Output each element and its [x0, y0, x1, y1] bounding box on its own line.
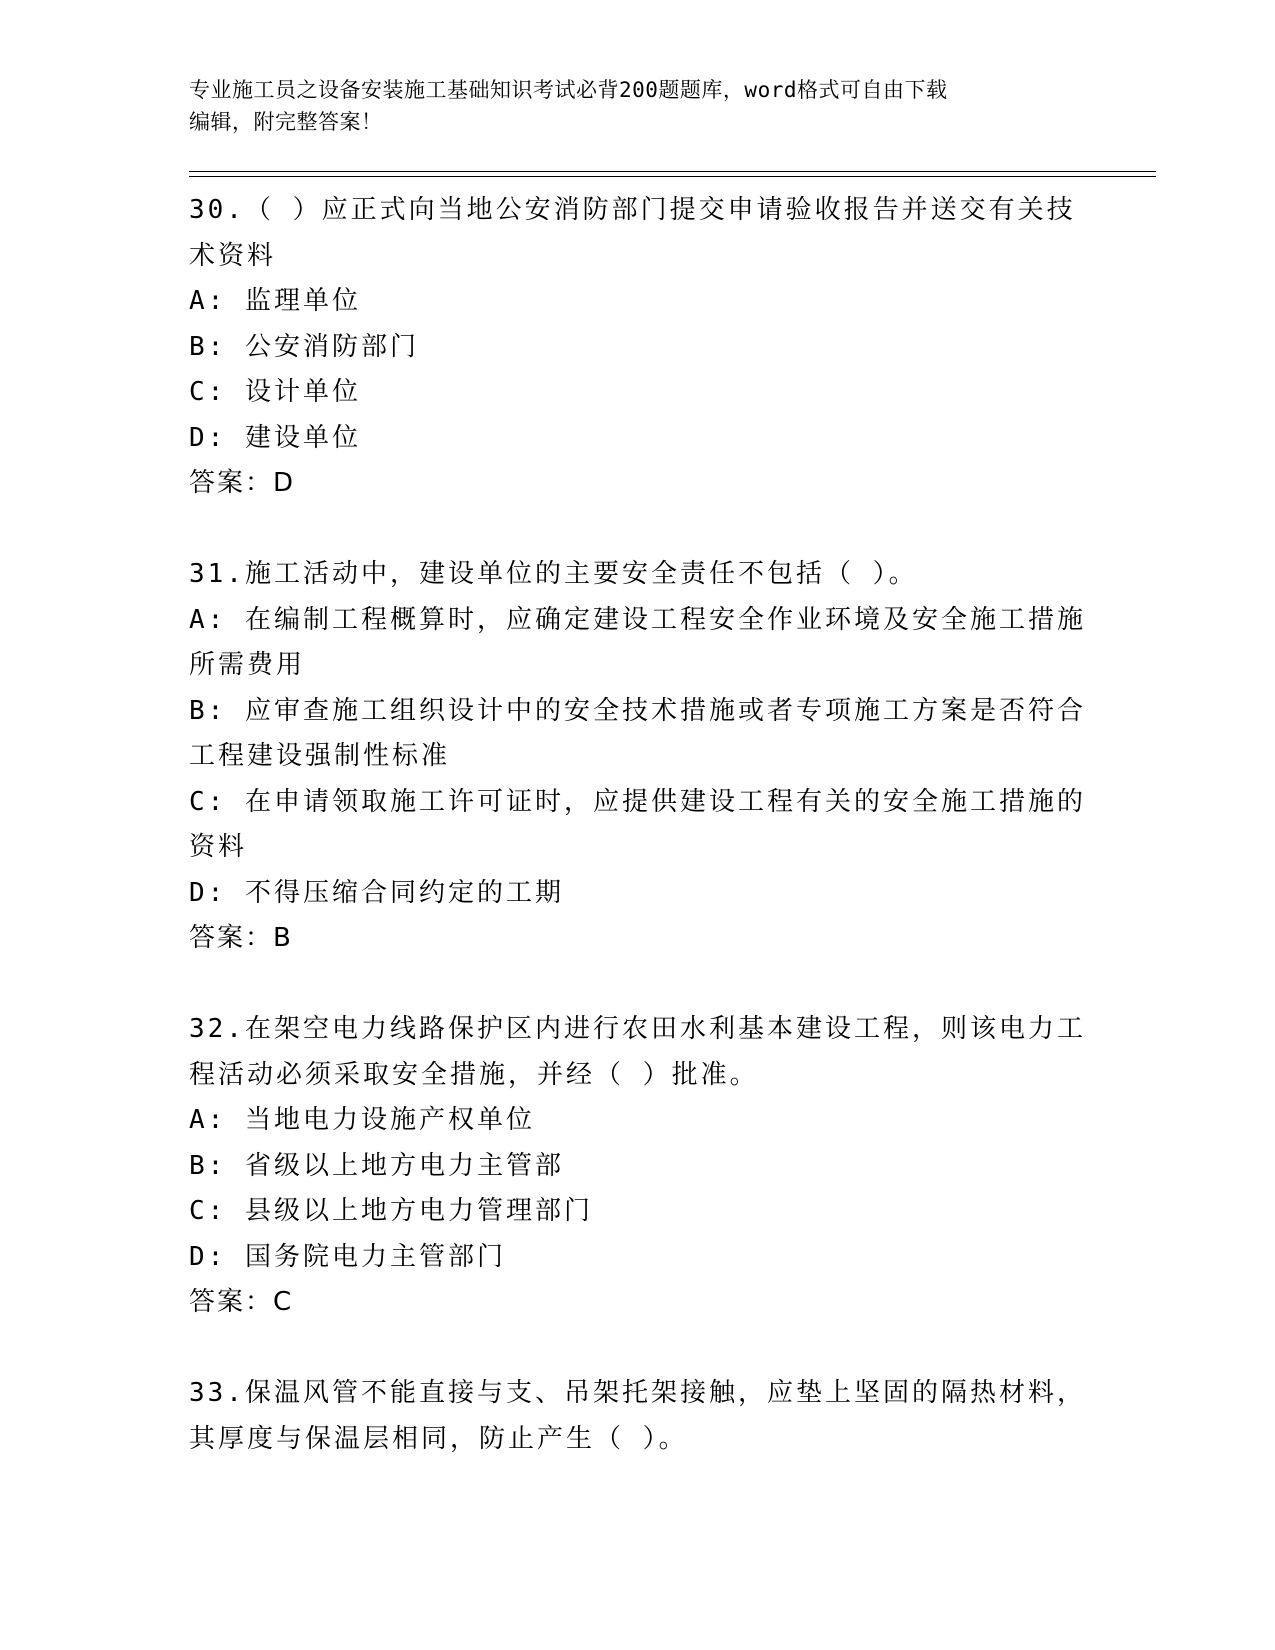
answer-option: 所需费用 — [189, 650, 306, 680]
question-block — [189, 552, 1089, 962]
answer-option: A: 当地电力设施产权单位 — [189, 1105, 535, 1135]
question-stem: 32.在架空电力线路保护区内进行农田水利基本建设工程，则该电力工 — [189, 1014, 1086, 1044]
answer-option: D: 国务院电力主管部门 — [189, 1241, 506, 1272]
answer-option: D: 不得压缩合同约定的工期 — [189, 877, 564, 908]
document-header — [189, 74, 1089, 138]
answer-option: B: 公安消防部门 — [189, 331, 419, 362]
answer-option: 工程建设强制性标准 — [189, 741, 451, 771]
header-rule-bottom — [189, 176, 1156, 177]
question-stem: 其厚度与保温层相同，防止产生（ ）。 — [189, 1423, 688, 1454]
header-rule-top — [189, 171, 1156, 172]
answer-key: 答案：B — [189, 923, 293, 953]
question-stem: 31.施工活动中，建设单位的主要安全责任不包括（ ）。 — [189, 559, 918, 589]
question-block — [189, 1371, 1089, 1462]
answer-key: 答案：D — [189, 468, 296, 498]
question-block — [189, 1007, 1089, 1326]
answer-option: C: 在申请领取施工许可证时，应提供建设工程有关的安全施工措施的 — [189, 786, 1086, 817]
question-list — [189, 188, 1089, 1508]
header-line-1: 专业施工员之设备安装施工基础知识考试必背200题题库，word格式可自由下载 — [189, 78, 948, 102]
answer-option: B: 应审查施工组织设计中的安全技术措施或者专项施工方案是否符合 — [189, 695, 1086, 726]
answer-option: A: 监理单位 — [189, 286, 361, 316]
answer-option: D: 建设单位 — [189, 422, 361, 453]
answer-option: B: 省级以上地方电力主管部 — [189, 1150, 564, 1181]
answer-option: 资料 — [189, 832, 248, 862]
answer-key: 答案：C — [189, 1287, 294, 1317]
question-stem: 30.（ ）应正式向当地公安消防部门提交申请验收报告并送交有关技 — [189, 195, 1076, 225]
question-stem: 程活动必须采取安全措施，并经（ ）批准。 — [189, 1059, 759, 1090]
header-line-2: 编辑，附完整答案！ — [189, 110, 383, 134]
question-block — [189, 188, 1089, 507]
answer-option: C: 设计单位 — [189, 377, 361, 407]
question-stem: 术资料 — [189, 240, 277, 271]
answer-option: A: 在编制工程概算时，应确定建设工程安全作业环境及安全施工措施 — [189, 604, 1086, 635]
answer-option: C: 县级以上地方电力管理部门 — [189, 1196, 593, 1226]
question-stem: 33.保温风管不能直接与支、吊架托架接触，应垫上坚固的隔热材料， — [189, 1378, 1086, 1408]
